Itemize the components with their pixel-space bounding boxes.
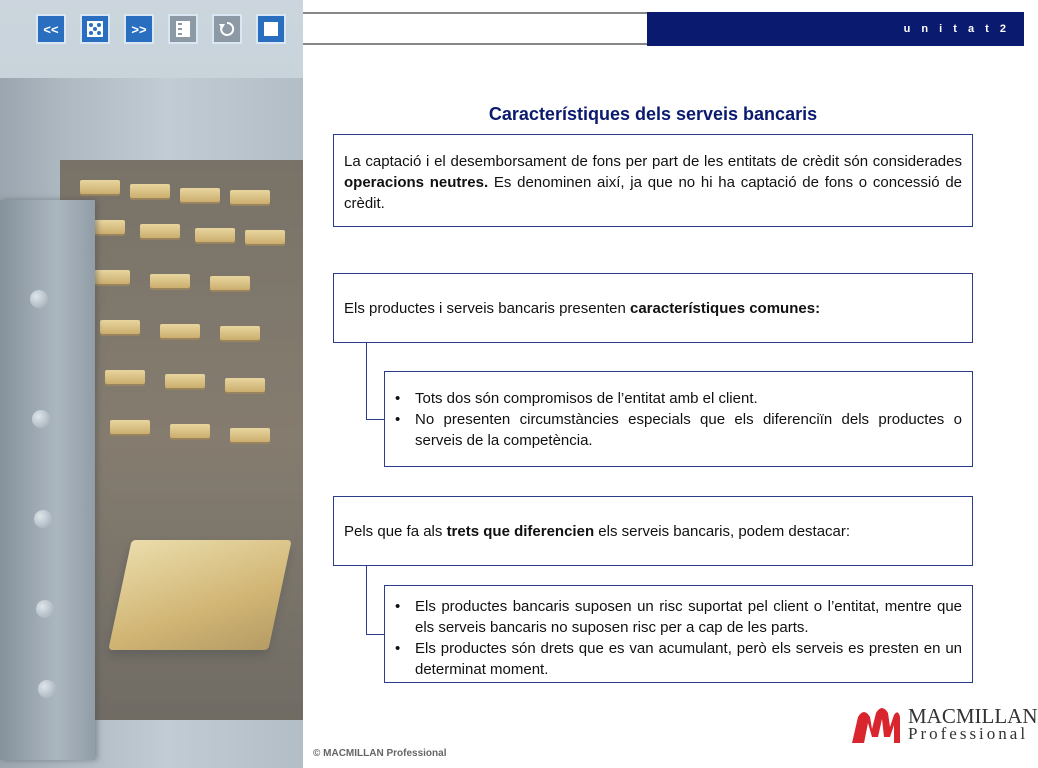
common-features-box <box>333 273 973 343</box>
logo-name: MACMILLAN <box>908 704 1038 728</box>
list-item: • Els productes són drets que es van acumulant, però els serveis es presten en un determinat moment. <box>415 638 962 680</box>
next-button[interactable]: >> <box>124 14 154 44</box>
page-title: Característiques dels serveis bancaris <box>488 104 818 124</box>
menu-button[interactable] <box>80 14 110 44</box>
stop-icon <box>264 22 278 36</box>
vault-image <box>0 0 303 768</box>
unit-label: u n i t a t 2 <box>647 12 1024 46</box>
navigation-toolbar <box>36 14 286 44</box>
list-item: • Tots dos són compromisos de l’entitat amb el client. <box>415 388 962 409</box>
stop-button[interactable] <box>256 14 286 44</box>
publisher-logo <box>850 703 1038 747</box>
document-list-icon <box>175 20 191 38</box>
differences-box <box>333 496 973 566</box>
connector-line <box>366 566 385 635</box>
copyright-footer: © MACMILLAN Professional <box>313 748 447 759</box>
differences-list-box <box>384 585 973 683</box>
list-item: • Els productes bancaris suposen un risc suportat pel client o l’entitat, mentre que els serveis bancaris no suposen risc per a cap de les parts. <box>415 596 962 638</box>
common-features-text: Els productes i serveis bancaris presenten característiques comunes: <box>344 300 821 317</box>
intro-text: La captació i el desemborsament de fons per part de les entitats de crèdit són considerades operacions neutres. Es denominen així, ja que no hi ha captació de fons o concessió de crèdit. <box>344 153 963 212</box>
intro-box <box>333 134 973 227</box>
undo-icon <box>218 20 236 38</box>
index-button[interactable] <box>168 14 198 44</box>
macmillan-logo-icon <box>850 703 902 747</box>
common-features-list-box <box>384 371 973 467</box>
undo-button[interactable] <box>212 14 242 44</box>
header-line <box>303 12 647 45</box>
previous-button[interactable]: << <box>36 14 66 44</box>
connector-line <box>366 343 385 420</box>
dice-icon <box>87 21 103 37</box>
logo-subname: Professional <box>908 724 1029 743</box>
differences-text: Pels que fa als trets que diferencien els serveis bancaris, podem destacar: <box>344 523 851 540</box>
list-item: • No presenten circumstàncies especials que els diferenciïn dels productes o serveis de la competència. <box>415 409 962 451</box>
